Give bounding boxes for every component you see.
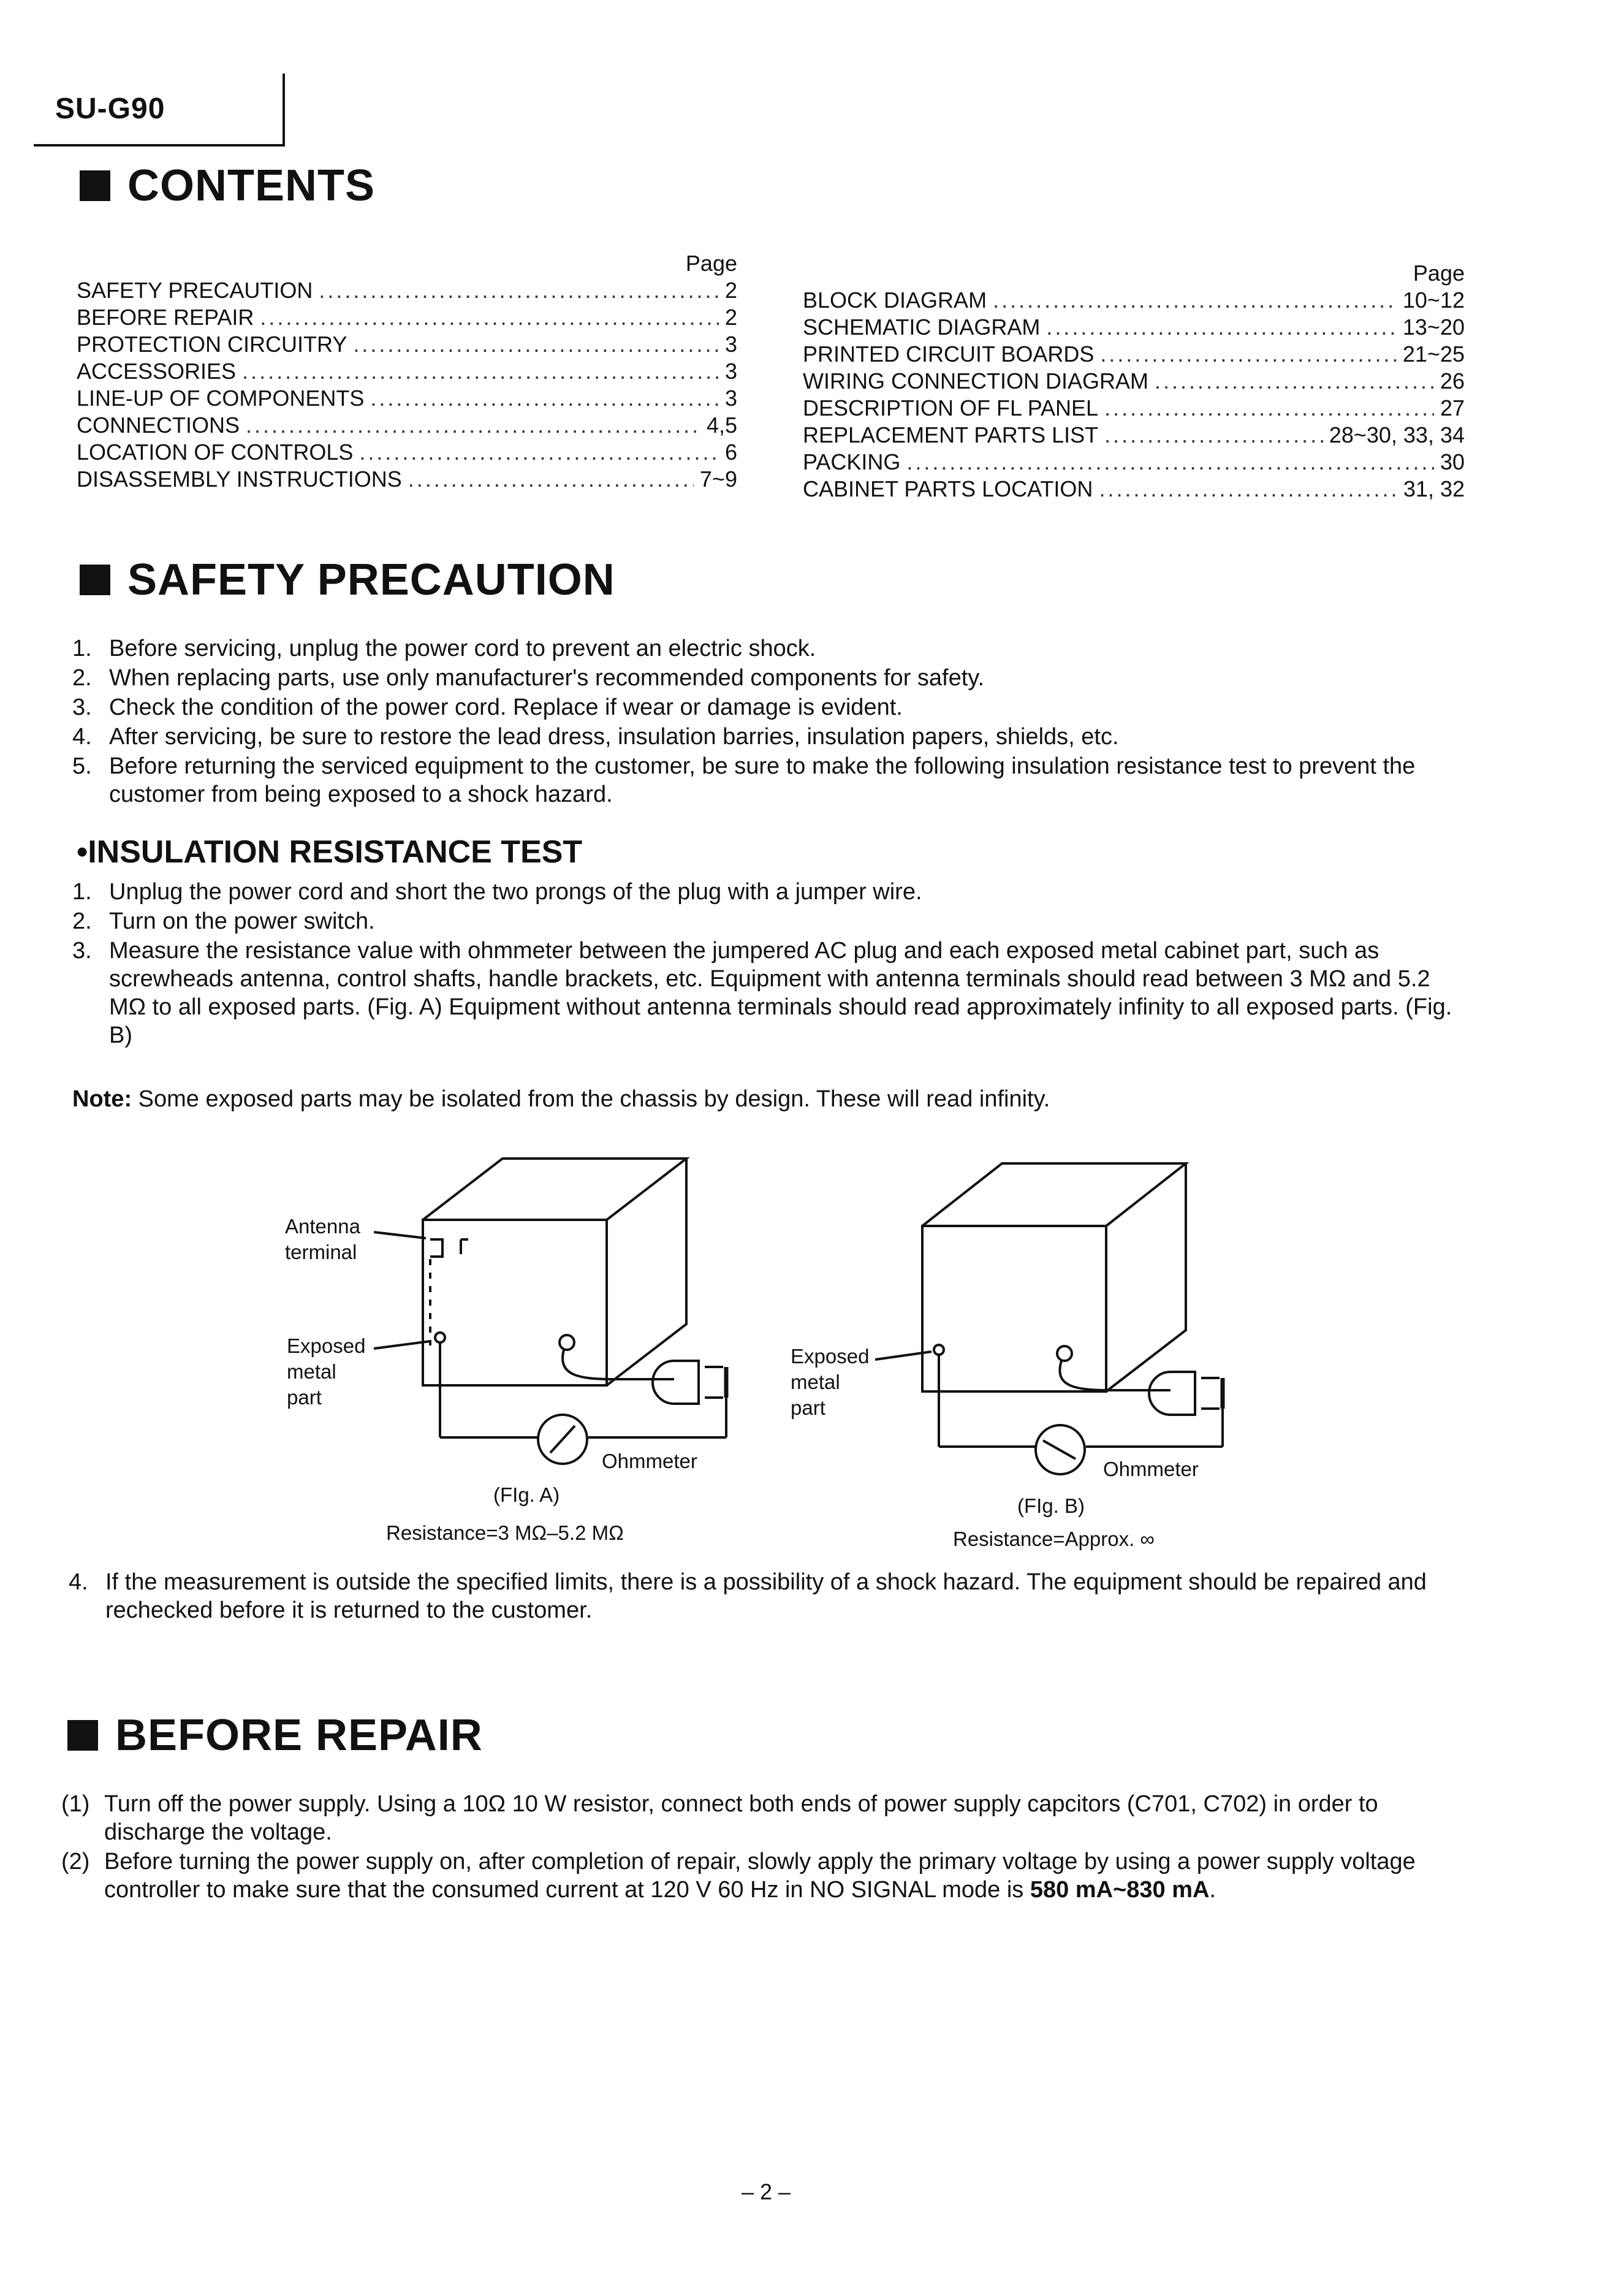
cabinet-side [922, 1163, 1186, 1226]
list-item: (1) Turn off the power supply. Using a 10Ω 10 W resistor, connect both ends of power supply capcitors (C701, C702) in order to discharge the voltage. [61, 1791, 1378, 1845]
toc-row[interactable]: REPLACEMENT PARTS LIST ..... 28~30, 33, 34 [803, 422, 1465, 449]
toc-right-page-label: Page [1413, 261, 1465, 286]
list-item: 4. If the measurement is outside the specified limits, there is a possibility of a shock hazard. The equipment should be repaired and rechecked before it is returned to the customer. [69, 1569, 1427, 1623]
ac-plug-icon [1149, 1372, 1195, 1415]
note [72, 1086, 1050, 1113]
list-item: (2) Before turning the power supply on, after completion of repair, slowly apply the primary voltage by using a power supply voltage controller to make sure that the consumed current at 120 V 60 Hz in NO SIGNAL mode is 580 mA~830 mA. [61, 1849, 1416, 1903]
heading-bullet-square [67, 1720, 98, 1751]
before-repair-list [61, 1790, 1465, 1905]
insulation-list [72, 878, 1463, 1051]
insulation-heading: •INSULATION RESISTANCE TEST [77, 834, 583, 870]
figure-b-resistance: Resistance=Approx. ∞ [953, 1528, 1155, 1550]
figure-b-caption: (FIg. B) [1017, 1494, 1085, 1517]
antenna-terminal-icon [461, 1239, 468, 1254]
toc-left [77, 250, 737, 493]
toc-row[interactable]: LOCATION OF CONTROLS ..... 6 [77, 439, 737, 466]
toc-row[interactable]: WIRING CONNECTION DIAGRAM ..... 26 [803, 368, 1465, 395]
note-label: Note: [72, 1086, 132, 1112]
toc-row[interactable]: DISASSEMBLY INSTRUCTIONS ..... 7~9 [77, 466, 737, 493]
antenna-terminal-label: Antenna terminal [285, 1215, 360, 1263]
toc-left-page-label: Page [685, 251, 737, 276]
page-number: – 2 – [742, 2179, 791, 2204]
list-item: 1. Unplug the power cord and short the two prongs of the plug with a jumper wire. [72, 879, 922, 905]
heading-bullet-square [80, 170, 110, 201]
toc-row[interactable]: BLOCK DIAGRAM ..... 10~12 [803, 287, 1465, 314]
cabinet-front [922, 1226, 1106, 1391]
contents-heading [80, 161, 375, 211]
list-item: 1. Before servicing, unplug the power cord to prevent an electric shock. [72, 636, 816, 661]
list-item: 4. After servicing, be sure to restore the lead dress, insulation barries, insulation papers, shields, etc. [72, 724, 1119, 750]
insulation-item-4 [69, 1568, 1466, 1626]
ohmmeter-label: Ohmmeter [602, 1450, 697, 1472]
ohmmeter-label: Ohmmeter [1103, 1458, 1199, 1480]
model-name: SU-G90 [55, 93, 165, 125]
note-text: Some exposed parts may be isolated from the chassis by design. These will read infinity. [138, 1086, 1050, 1112]
toc-row[interactable]: CABINET PARTS LOCATION ..... 31, 32 [803, 476, 1465, 503]
toc-row[interactable]: SAFETY PRECAUTION ..... 2 [77, 277, 737, 304]
list-item: 2. When replacing parts, use only manufacturer's recommended components for safety. [72, 665, 985, 691]
before-repair-heading [67, 1710, 483, 1760]
heading-bullet-square [80, 565, 110, 595]
toc-right [803, 260, 1465, 503]
antenna-terminal-icon [430, 1239, 442, 1257]
exposed-metal-part-label: Exposed metal part [791, 1345, 870, 1419]
figure-a-resistance: Resistance=3 MΩ–5.2 MΩ [386, 1521, 624, 1544]
list-item: 3. Check the condition of the power cord. Replace if wear or damage is evident. [72, 695, 903, 720]
safety-title: SAFETY PRECAUTION [127, 555, 615, 604]
toc-row[interactable]: PACKING ..... 30 [803, 449, 1465, 476]
ac-plug-icon [653, 1361, 699, 1404]
toc-row[interactable]: SCHEMATIC DIAGRAM ..... 13~20 [803, 314, 1465, 341]
cabinet-front [423, 1220, 607, 1385]
list-item: 3. Measure the resistance value with ohmmeter between the jumpered AC plug and each exposed metal cabinet part, such as screwheads antenna, control shafts, handle brackets, etc. Equipment with antenna terminals should read between 3 MΩ and 5.2 MΩ to all exposed parts. (Fig. A) Equipment without antenna terminals should read approximately infinity to all exposed parts. (Fig. B) [72, 938, 1452, 1048]
toc-row[interactable]: LINE-UP OF COMPONENTS ..... 3 [77, 385, 737, 412]
figure-a-caption: (FIg. A) [493, 1483, 560, 1506]
toc-row[interactable]: BEFORE REPAIR ..... 2 [77, 304, 737, 331]
toc-row[interactable]: CONNECTIONS ..... 4,5 [77, 412, 737, 439]
toc-row[interactable]: DESCRIPTION OF FL PANEL ..... 27 [803, 395, 1465, 422]
figure-b-diagram [766, 1152, 1244, 1496]
figure-a-diagram [270, 1146, 748, 1490]
safety-heading [80, 555, 615, 605]
list-item: 5. Before returning the serviced equipment to the customer, be sure to make the following insulation resistance test to prevent the customer from being exposed to a shock hazard. [72, 753, 1416, 807]
safety-list [72, 634, 1463, 810]
cabinet-top [423, 1159, 686, 1220]
toc-row[interactable]: ACCESSORIES ..... 3 [77, 358, 737, 385]
cabinet-side [1106, 1163, 1186, 1391]
toc-row[interactable]: PROTECTION CIRCUITRY ..... 3 [77, 331, 737, 358]
contents-title: CONTENTS [127, 161, 375, 210]
cabinet-side [607, 1159, 686, 1385]
list-item: 2. Turn on the power switch. [72, 908, 375, 934]
exposed-metal-part-label: Exposed metal part [287, 1334, 366, 1409]
toc-row[interactable]: PRINTED CIRCUIT BOARDS ..... 21~25 [803, 341, 1465, 368]
current-range: 580 mA~830 mA [1030, 1877, 1210, 1903]
before-repair-title: BEFORE REPAIR [115, 1711, 483, 1760]
